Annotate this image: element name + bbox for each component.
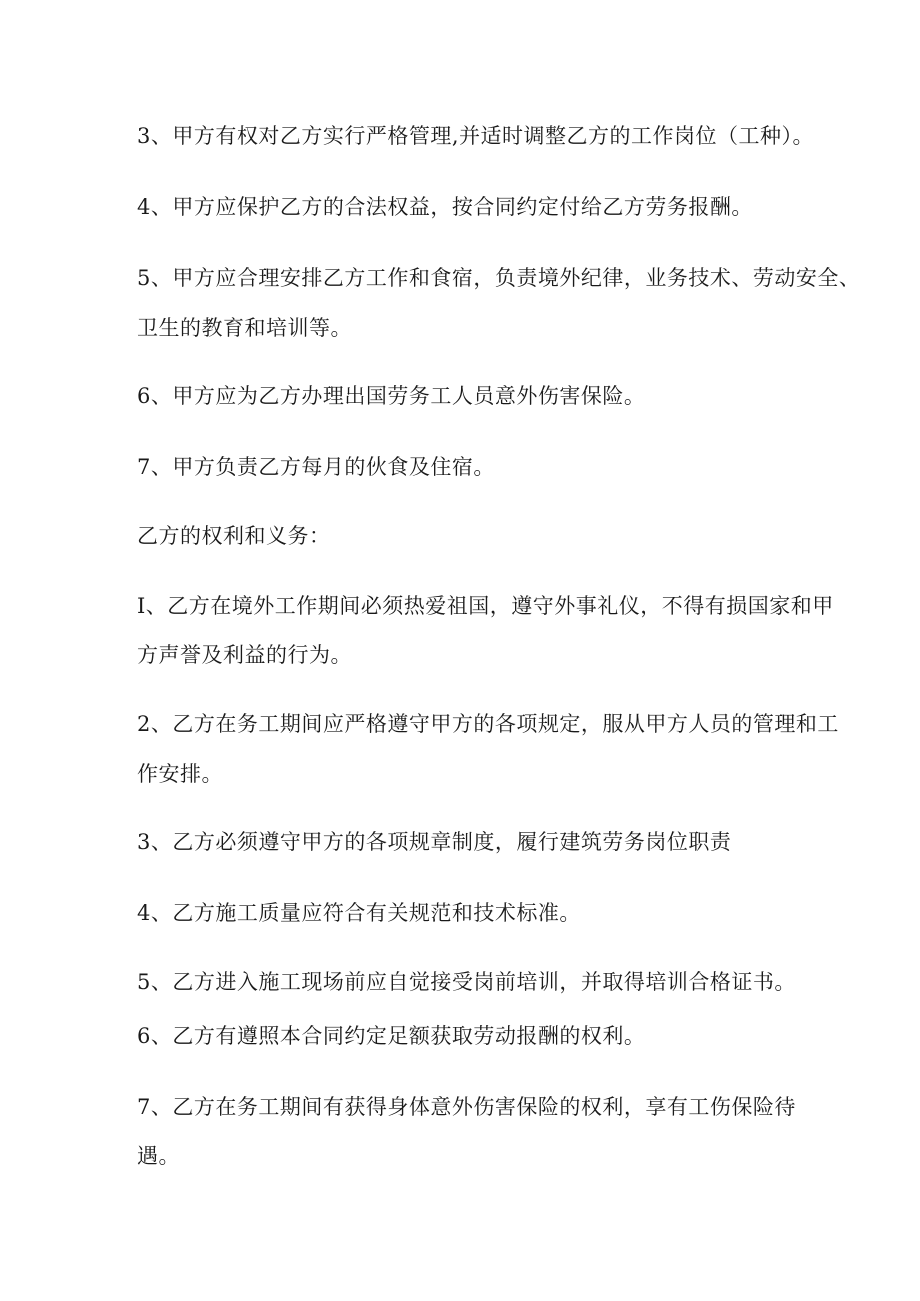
text-line-party-b-1-cont: 方声誉及利益的行为。 <box>137 643 352 667</box>
text-line-party-b-3: 3、乙方必须遵守甲方的各项规章制度，履行建筑劳务岗位职责 <box>137 830 732 854</box>
text-line-party-b-7: 7、乙方在务工期间有获得身体意外伤害保险的权利，享有工伤保险待 <box>137 1095 796 1119</box>
text-line-party-b-6: 6、乙方有遵照本合同约定足额获取劳动报酬的权利。 <box>137 1024 646 1048</box>
text-line-party-a-5-cont: 卫生的教育和培训等。 <box>137 316 352 340</box>
text-line-party-b-7-cont: 遇。 <box>137 1144 180 1168</box>
text-line-party-a-3: 3、甲方有权对乙方实行严格管理,并适时调整乙方的工作岗位（工种）。 <box>137 124 815 148</box>
text-line-party-a-5: 5、甲方应合理安排乙方工作和食宿，负责境外纪律，业务技术、劳动安全、 <box>137 266 861 290</box>
text-line-party-b-1: I、乙方在境外工作期间必须热爱祖国，遵守外事礼仪，不得有损国家和甲 <box>137 594 834 618</box>
text-line-party-a-6: 6、甲方应为乙方办理出国劳务工人员意外伤害保险。 <box>137 384 646 408</box>
text-line-party-b-2: 2、乙方在务工期间应严格遵守甲方的各项规定，服从甲方人员的管理和工 <box>137 712 839 736</box>
text-line-party-b-5: 5、乙方进入施工现场前应自觉接受岗前培训，并取得培训合格证书。 <box>137 970 796 994</box>
text-line-party-b-2-cont: 作安排。 <box>137 762 223 786</box>
text-line-party-a-4: 4、甲方应保护乙方的合法权益，按合同约定付给乙方劳务报酬。 <box>137 195 753 219</box>
text-line-party-b-4: 4、乙方施工质量应符合有关规范和技术标准。 <box>137 901 581 925</box>
section-heading-party-b: 乙方的权利和义务： <box>137 524 331 548</box>
text-line-party-a-7: 7、甲方负责乙方每月的伙食及住宿。 <box>137 455 495 479</box>
